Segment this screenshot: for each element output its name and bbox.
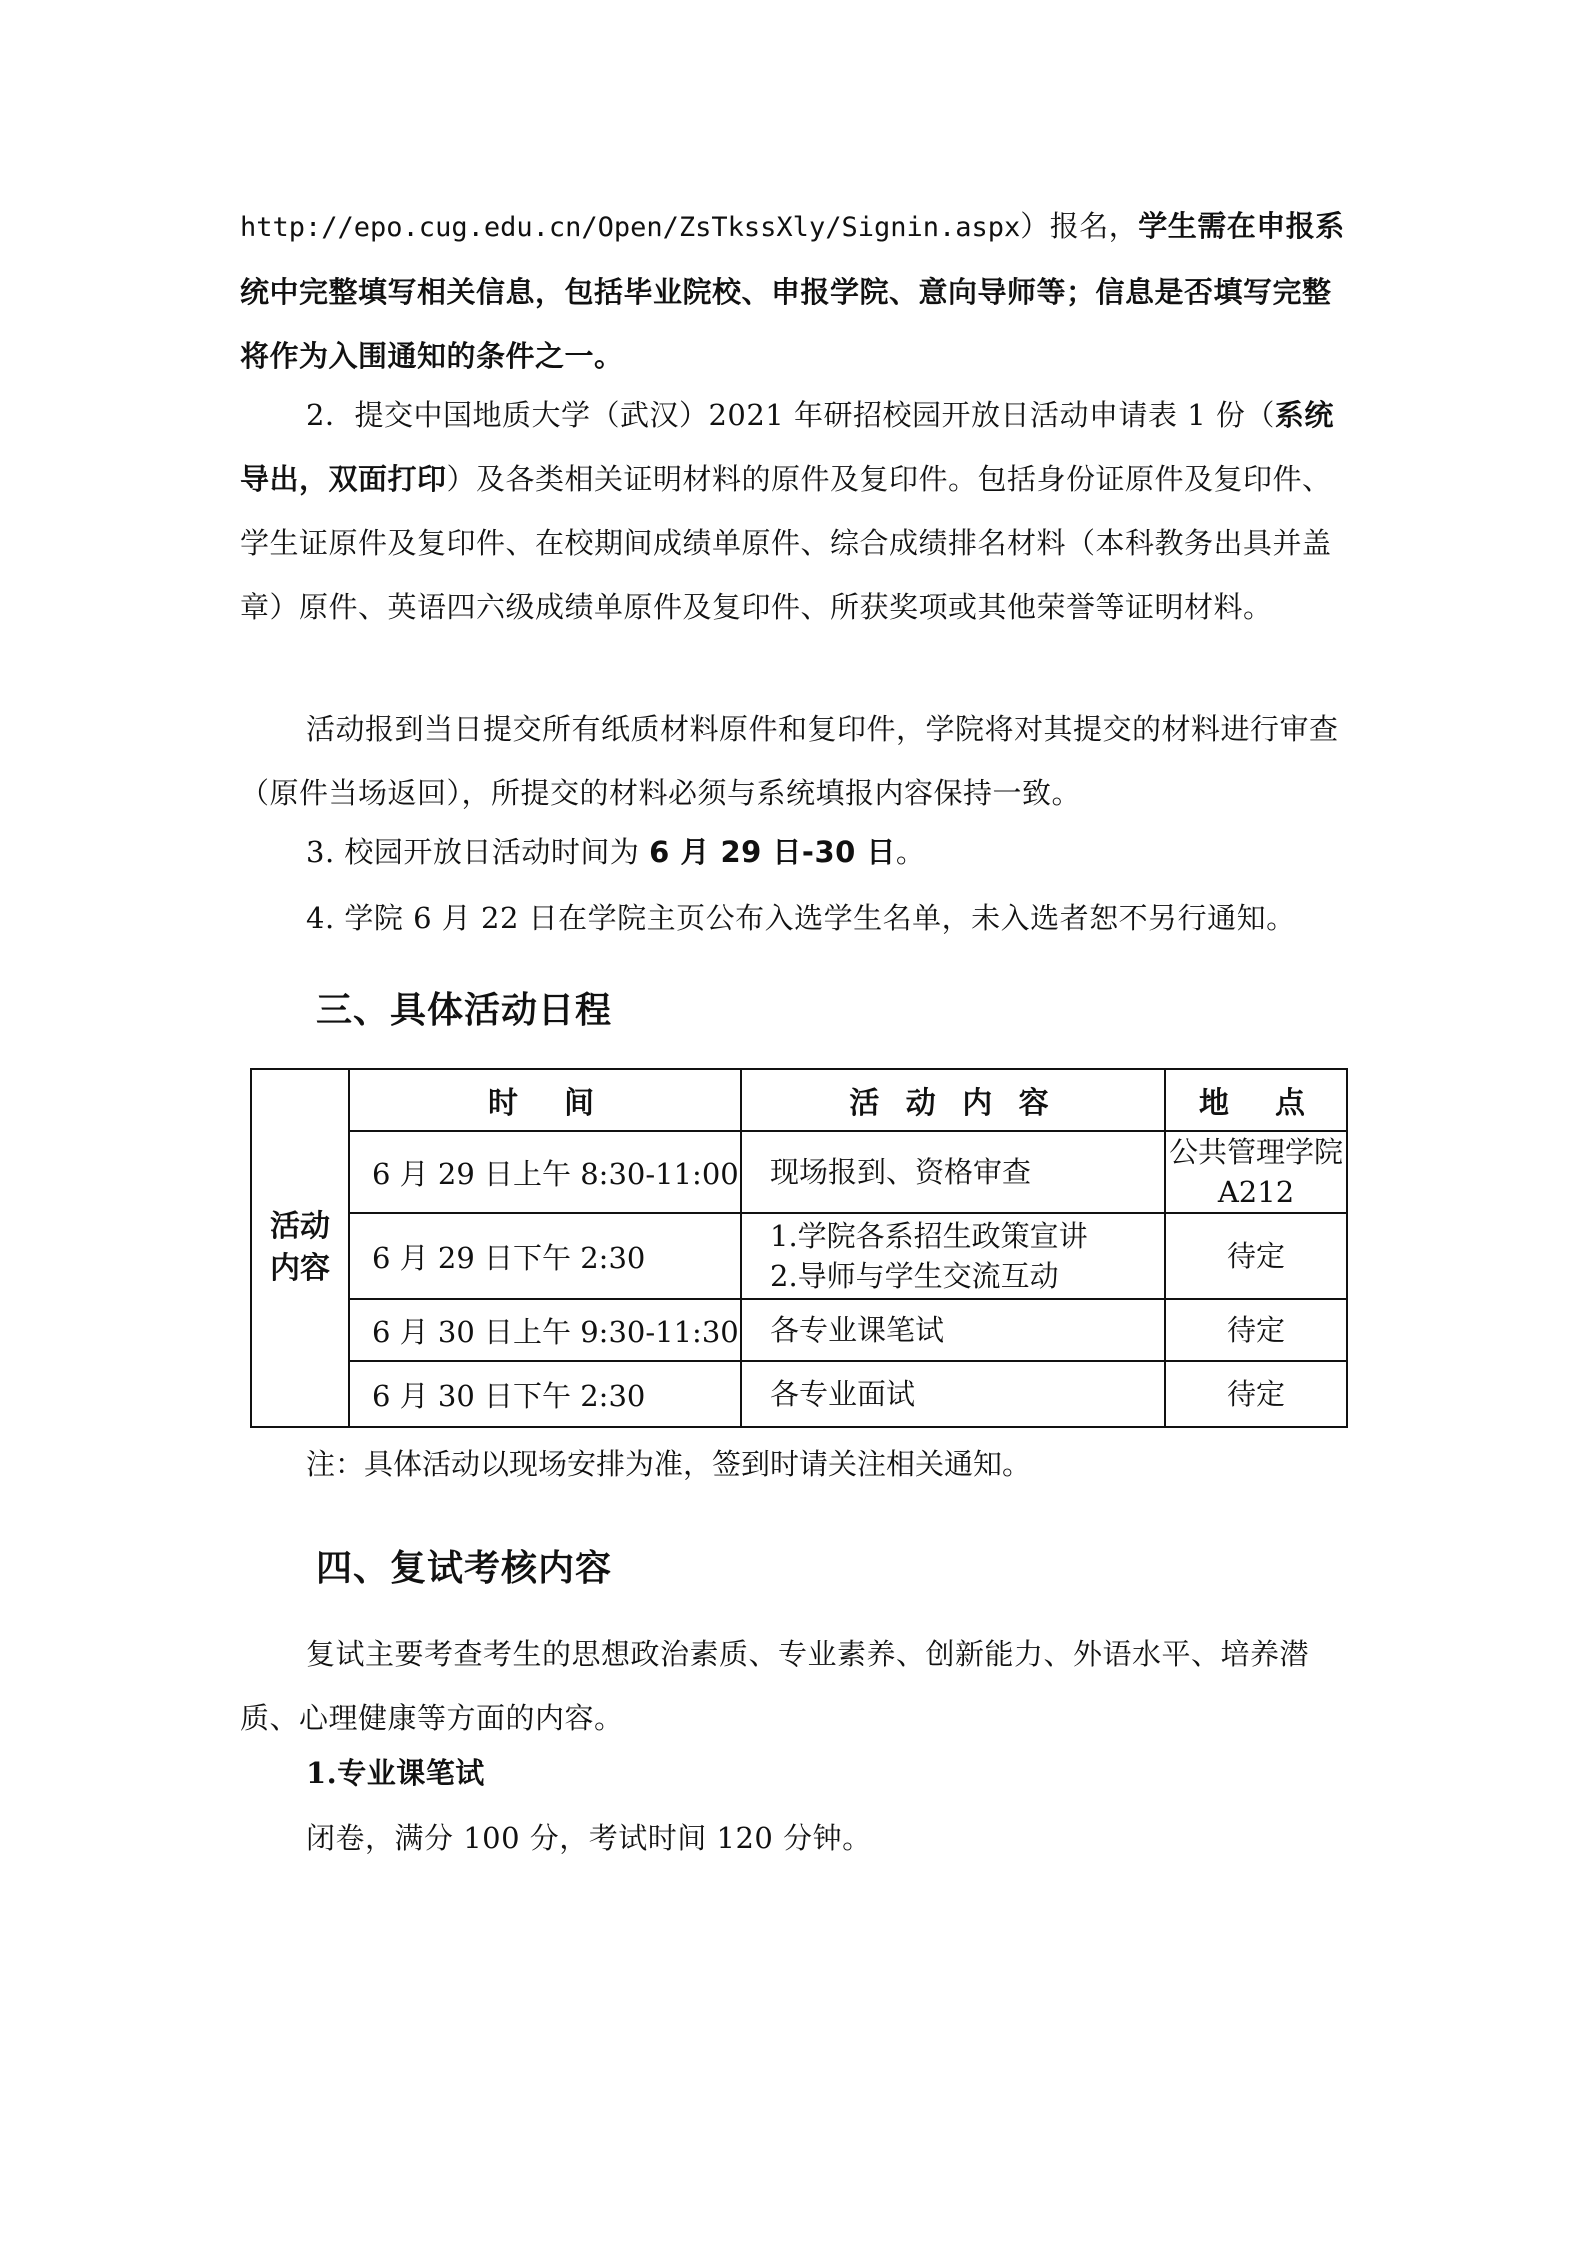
activity-cell (741, 1299, 1165, 1361)
item-4-line: 4. 学院 6 月 22 日在学院主页公布入选学生名单，未入选者恕不另行通知。 (306, 901, 1296, 935)
schedule-table (250, 1068, 1348, 1428)
item-2-paragraph (240, 383, 1352, 639)
item-3-suffix: 。 (895, 835, 926, 869)
place-cell (1165, 1213, 1347, 1299)
activity-line: 1.学院各系招生政策宣讲 (770, 1219, 1088, 1253)
time-cell: 6 月 30 日下午 2:30 (349, 1361, 741, 1427)
activity-line: 各专业课笔试 (770, 1313, 945, 1347)
activity-line: 现场报到、资格审查 (770, 1155, 1032, 1189)
time-cell: 6 月 29 日下午 2:30 (349, 1213, 741, 1299)
item-3-line (306, 832, 925, 872)
place-cell (1165, 1361, 1347, 1427)
row-header-line-1: 活动 (270, 1209, 330, 1244)
item-2-prefix: 2．提交中国地质大学（武汉）2021 年研招校园开放日活动申请表 1 份（ (306, 398, 1275, 432)
item-2-bold: 系统导出，双面打印 (240, 398, 1334, 496)
activity-line: 各专业面试 (770, 1377, 916, 1411)
item-3-prefix: 3. 校园开放日活动时间为 (306, 835, 650, 869)
row-header-cell (251, 1069, 349, 1427)
time-cell: 6 月 30 日上午 9:30-11:30 (349, 1299, 741, 1361)
table-row (251, 1213, 1347, 1299)
subsection-1-text: 闭卷，满分 100 分，考试时间 120 分钟。 (306, 1821, 872, 1855)
item-3-dates: 6 月 29 日-30 日 (649, 835, 896, 869)
activity-cell (741, 1131, 1165, 1213)
subsection-1-title: 1.专业课笔试 (306, 1756, 485, 1790)
schedule-note: 注：具体活动以现场安排为准，签到时请关注相关通知。 (306, 1447, 1032, 1481)
activity-cell (741, 1213, 1165, 1299)
table-row (251, 1131, 1347, 1213)
place-line: 待定 (1226, 1313, 1285, 1347)
registration-text: ）报名， (1020, 209, 1139, 243)
activity-cell (741, 1361, 1165, 1427)
table-row (251, 1299, 1347, 1361)
place-line: A212 (1217, 1175, 1295, 1209)
item-2-rest: ）及各类相关证明材料的原件及复印件。包括身份证原件及复印件、学生证原件及复印件、在校期间成绩单原件、综合成绩排名材料（本科教务出具并盖章）原件、英语四六级成绩单原件及复印件、所获奖项或其他荣誉等证明材料。 (240, 462, 1332, 624)
place-cell (1165, 1299, 1347, 1361)
table-row (251, 1361, 1347, 1427)
column-header-time: 时 间 (349, 1069, 741, 1131)
column-header-place: 地 点 (1165, 1069, 1347, 1131)
registration-url: http://epo.cug.edu.cn/Open/ZsTkssXly/Signin.aspx (240, 212, 1021, 243)
checkin-paragraph: 活动报到当日提交所有纸质材料原件和复印件，学院将对其提交的材料进行审查（原件当场返回），所提交的材料必须与系统填报内容保持一致。 (240, 712, 1339, 810)
place-line: 待定 (1226, 1239, 1285, 1273)
column-header-activity: 活 动 内 容 (741, 1069, 1165, 1131)
place-cell (1165, 1131, 1347, 1213)
section-3-heading: 三、具体活动日程 (316, 990, 613, 1031)
registration-paragraph (240, 194, 1352, 388)
table-header-row (251, 1069, 1347, 1131)
place-line: 待定 (1226, 1377, 1285, 1411)
section-4-paragraph: 复试主要考查考生的思想政治素质、专业素养、创新能力、外语水平、培养潜质、心理健康等方面的内容。 (240, 1637, 1310, 1735)
registration-requirements: 学生需在申报系统中完整填写相关信息，包括毕业院校、申报学院、意向导师等；信息是否填写完整将作为入围通知的条件之一。 (240, 209, 1345, 373)
place-line: 公共管理学院 (1168, 1135, 1343, 1169)
section-4-heading: 四、复试考核内容 (316, 1548, 613, 1589)
time-cell: 6 月 29 日上午 8:30-11:00 (349, 1131, 741, 1213)
row-header-line-2: 内容 (270, 1251, 330, 1286)
activity-line: 2.导师与学生交流互动 (770, 1259, 1059, 1293)
